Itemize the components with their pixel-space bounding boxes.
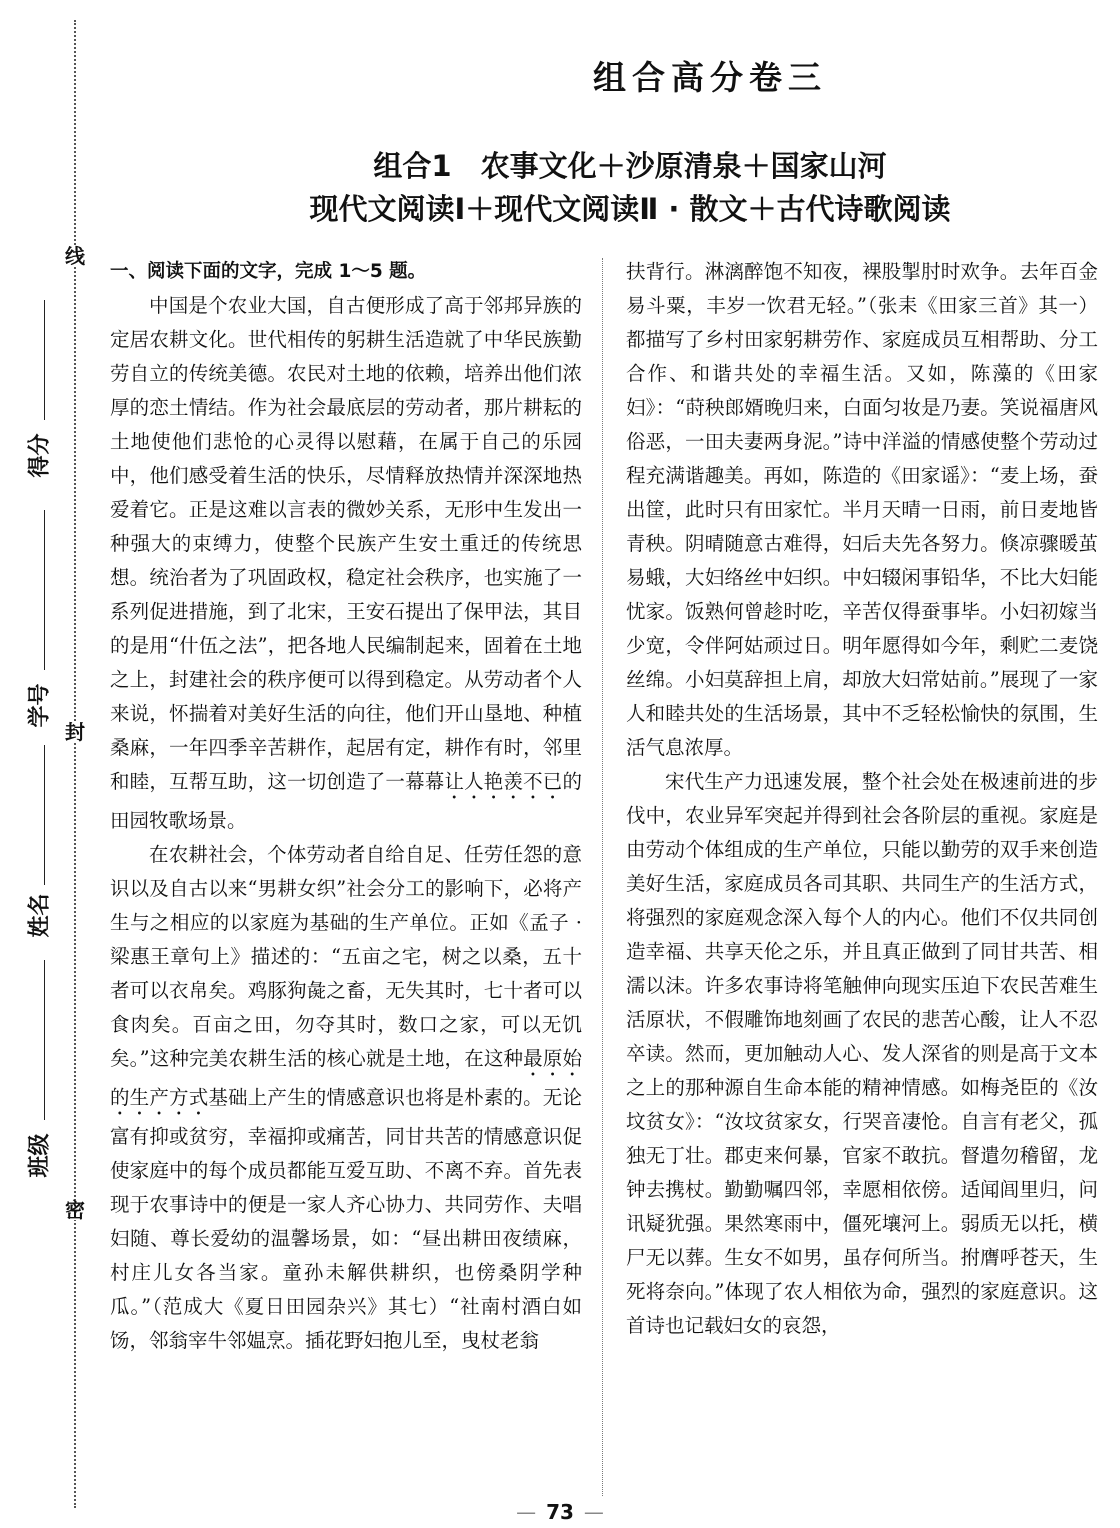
binding-label-xian: 线: [58, 246, 92, 266]
section-subtitle-1: 组合1 农事文化＋沙原清泉＋国家山河: [373, 149, 887, 183]
column-divider: [602, 258, 603, 1496]
left-paragraph-2-end: 基础上产生的情感意识也将是朴素的。无论富有抑或贫穷，幸福抑或痛苦，同甘共苦的情感意识促使家庭中的每个成员都能互爱互助、不离不弃。首先表现于农事诗中的便是一家人齐心协力、共同劳作、夫唱妇随、尊长爱幼的温馨场景，如：“昼出耕田夜绩麻，村庄儿女各当家。童孙未解供耕织，也傍桑阴学种瓜。”（范成大《夏日田园杂兴》其七）“社南村酒白如饧，邻翁宰牛邻媪烹。插花野妇抱儿至，曳杖老翁: [110, 1086, 582, 1352]
left-paragraph-2: [110, 838, 582, 1358]
question-instruction: 一、阅读下面的文字，完成 1～5 题。: [110, 261, 427, 282]
binding-label-mi: 密: [58, 1200, 92, 1220]
field-class: [18, 1133, 58, 1178]
field-class-label: 班级: [27, 1133, 53, 1178]
field-name-label: 姓名: [27, 893, 53, 938]
left-paragraph-1-text: 中国是个农业大国，自古便形成了高于邻邦异族的定居农耕文化。世代相传的躬耕生活造就了中华民族勤劳自立的传统美德。农民对土地的依赖，培养出他们浓厚的恋土情结。作为社会最底层的劳动者，那片耕耘的土地使他们悲怆的心灵得以慰藉，在属于自己的乐园中，他们感受着生活的快乐，尽情释放热情并深深地热爱着它。正是这难以言表的微妙关系，无形中生发出一种强大的束缚力，使整个民族产生安土重迁的传统思想。统治者为了巩固政权，稳定社会秩序，也实施了一系列促进措施，到了北宋，王安石提出了保甲法，其目的是用“什伍之法”，把各地人民编制起来，固着在土地之上，封建社会的秩序便可以得到稳定。从劳动者个人来说，怀揣着对美好生活的向往，他们开山垦地、种植桑麻，一年四季辛苦耕作，起居有定，耕作有时，邻里和睦，互帮互助，这一切创造了一幕幕: [110, 294, 582, 793]
page-number-dash-left: —: [516, 1500, 537, 1524]
right-paragraph-1: 扶背行。淋漓醉饱不知夜，裸股掣肘时欢争。去年百金易斗粟，丰岁一饮君无轻。”（张耒《田家三首》其一）都描写了乡村田家躬耕劳作、家庭成员互相帮助、分工合作、和谐共处的幸福生活。又如，陈藻的《田家妇》：“莳秧郎婿晚归来，白面匀妆是乃妻。笑说福唐风俗恶，一田夫妻两身泥。”诗中洋溢的情感使整个劳动过程充满谐趣美。再如，陈造的《田家谣》：“麦上场，蚕出筐，此时只有田家忙。半月天晴一日雨，前日麦地皆青秧。阴晴随意古难得，妇后夫先各努力。倏凉骤暖茧易蛾，大妇络丝中妇织。中妇辍闲事铅华，不比大妇能忧家。饭熟何曾趁时吃，辛苦仅得蚕事毕。小妇初嫁当少宽，令伴阿姑顽过日。明年愿得如今年，剩贮二麦饶丝绵。小妇莫辞担上肩，却放大妇常姑前。”展现了一家人和睦共处的生活场景，其中不乏轻松愉快的氛围，生活气息浓厚。: [626, 260, 1098, 759]
field-student-id-label: 学号: [27, 683, 53, 728]
field-student-id: [18, 683, 58, 728]
field-name-rule[interactable]: [44, 745, 45, 885]
page-number: [0, 1500, 1120, 1524]
field-score: [18, 433, 58, 478]
dotted-phrase-1: 让人艳羡不已: [444, 770, 563, 793]
field-class-rule[interactable]: [44, 960, 45, 1120]
binding-label-feng: 封: [58, 722, 92, 742]
left-paragraph-2-text: 在农耕社会，个体劳动者自给自足、任劳任怨的意识以及自古以来“男耕女织”社会分工的影响下，必将产生与之相应的以家庭为基础的生产单位。正如《孟子 · 梁惠王章句上》描述的：“五亩之宅，树之以桑，五十者可以衣帛矣。鸡豚狗彘之畜，无失其时，七十者可以食肉矣。百亩之田，勿夺其时，数口之家，可以无饥矣。”这种完美农耕生活的核心就是土地，在这种: [110, 843, 582, 1070]
page-number-dash-right: —: [583, 1500, 604, 1524]
left-column: [110, 255, 582, 1358]
page-number-value: 73: [546, 1500, 574, 1524]
section-subtitle-2: 现代文阅读Ⅰ＋现代文阅读Ⅱ · 散文＋古代诗歌阅读: [309, 192, 951, 226]
right-column: [626, 255, 1098, 1343]
field-score-rule[interactable]: [44, 300, 45, 420]
page-title: 组合高分卷三: [593, 58, 827, 97]
left-paragraph-1: [110, 289, 582, 838]
field-student-id-rule[interactable]: [44, 510, 45, 670]
left-paragraph-1-end: 的田园牧歌场景。: [110, 770, 582, 832]
right-paragraph-2: 宋代生产力迅速发展，整个社会处在极速前进的步伐中，农业异军突起并得到社会各阶层的重视。家庭是由劳动个体组成的生产单位，只能以勤劳的双手来创造美好生活，家庭成员各司其职、共同生产的生活方式，将强烈的家庭观念深入每个人的内心。他们不仅共同创造幸福、共享天伦之乐，并且真正做到了同甘共苦、相濡以沫。许多农事诗将笔触伸向现实压迫下农民苦难生活原状，不假雕饰地刻画了农民的悲苦心酸，让人不忍卒读。然而，更加触动人心、发人深省的则是高于文本之上的那种源自生命本能的精神情感。如梅尧臣的《汝坟贫女》：“汝坟贫家女，行哭音凄怆。自言有老父，孤独无丁壮。郡吏来何暴，官家不敢抗。督遣勿稽留，龙钟去携杖。勤勤嘱四邻，幸愿相依傍。适闻闾里归，问讯疑犹强。果然寒雨中，僵死壤河上。弱质无以托，横尸无以葬。生女不如男，虽存何所当。拊膺呼苍天，生死将奈向。”体现了农人相依为命，强烈的家庭意识。这首诗也记载妇女的哀怨，: [626, 770, 1098, 1337]
field-name: [18, 893, 58, 938]
field-score-label: 得分: [27, 433, 53, 478]
dotted-phrase-2: 最原始的生产方式: [110, 1047, 582, 1109]
